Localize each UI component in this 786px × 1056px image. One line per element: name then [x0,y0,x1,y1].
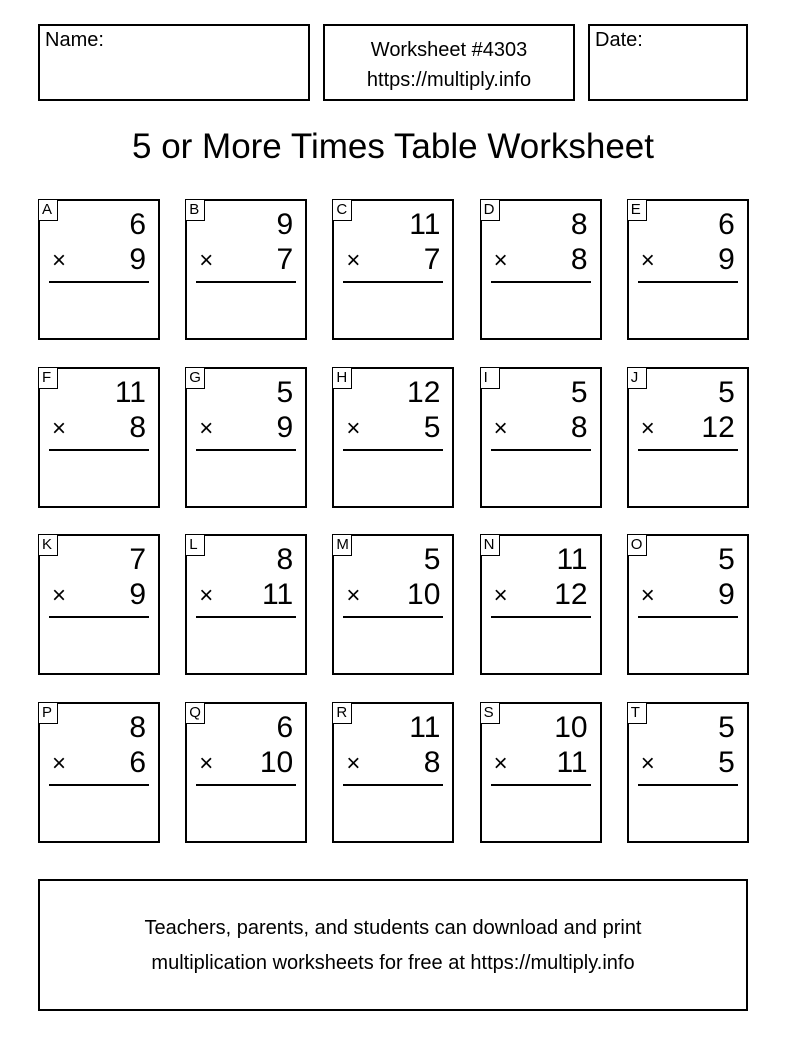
times-sign: × [640,247,655,274]
times-sign: × [199,749,214,777]
name-label: Name: [45,29,104,51]
answer-line [49,784,149,786]
problem-cell [185,702,307,843]
worksheet-info-box [323,24,575,101]
multiplier: 6 [129,745,146,779]
answer-line [638,449,738,451]
answer-line [638,281,738,283]
answer-line [491,281,591,283]
multiplicand: 10 [554,710,588,744]
multiplier: 9 [718,578,735,611]
answer-line [638,784,738,786]
problem-letter: Q [185,702,205,724]
multiplier: 7 [423,243,441,276]
answer-line [343,281,443,283]
multiplicand: 11 [409,208,441,241]
multiplicand: 11 [409,710,441,744]
multiplicand: 6 [129,208,146,241]
times-sign: × [346,749,361,777]
footer-box [38,879,748,1011]
page-title: 5 or More Times Table Worksheet [132,127,654,166]
problem-grid [38,199,749,843]
footer-line-2: multiplication worksheets for free at https://multiply.info [151,952,635,974]
answer-line [491,449,591,451]
multiplier: 12 [701,410,735,444]
multiplicand: 7 [129,543,146,576]
times-sign: × [493,749,508,777]
problem-letter: I [480,367,500,389]
problem-cell [185,534,307,675]
problem-cell [38,702,160,843]
problem-cell [185,367,307,508]
multiplicand: 5 [718,543,735,576]
name-field-box [38,24,310,101]
multiplier: 11 [262,578,294,611]
answer-line [196,616,296,618]
footer-line-1: Teachers, parents, and students can download and print [144,917,642,939]
problem-letter: R [332,702,352,724]
multiplicand: 6 [276,710,294,744]
times-sign: × [199,582,214,609]
problem-cell [332,534,454,675]
problem-cell [480,367,602,508]
multiplicand: 6 [718,208,735,241]
multiplicand: 8 [129,710,146,744]
problem-letter: P [38,702,58,724]
answer-line [491,784,591,786]
problem-letter: S [480,702,500,724]
problem-cell [332,702,454,843]
multiplicand: 5 [276,375,294,409]
problem-cell [38,367,160,508]
problem-cell [627,702,749,843]
problem-cell [38,534,160,675]
problem-letter: L [185,534,205,556]
problem-letter: O [627,534,647,556]
times-sign: × [640,582,655,609]
times-sign: × [493,247,508,274]
problem-letter: H [332,367,352,389]
times-sign: × [52,582,67,609]
problem-cell [332,367,454,508]
multiplicand: 8 [276,543,294,576]
multiplier: 8 [129,410,146,444]
problem-letter: E [627,199,647,221]
multiplicand: 5 [570,375,588,409]
problem-cell [332,199,454,340]
multiplier: 8 [570,243,588,276]
worksheet-number: Worksheet #4303 [370,39,528,61]
answer-line [49,449,149,451]
times-sign: × [52,414,67,442]
problem-cell [627,199,749,340]
answer-line [491,616,591,618]
times-sign: × [346,247,361,274]
multiplier: 5 [718,745,735,779]
problem-letter: J [627,367,647,389]
multiplicand: 11 [114,375,146,409]
multiplicand: 5 [423,543,441,576]
problem-letter: N [480,534,500,556]
problem-cell [38,199,160,340]
multiplicand: 12 [407,375,441,409]
answer-line [343,784,443,786]
answer-line [196,281,296,283]
multiplier: 10 [259,745,294,779]
worksheet-website: https://multiply.info [366,69,532,91]
times-sign: × [52,749,67,777]
problem-letter: K [38,534,58,556]
problem-letter: G [185,367,205,389]
times-sign: × [346,414,361,442]
problem-cell [185,199,307,340]
times-sign: × [52,247,67,274]
answer-line [343,616,443,618]
multiplier: 9 [276,410,294,444]
problem-letter: D [480,199,500,221]
problem-letter: A [38,199,58,221]
problem-letter: T [627,702,647,724]
times-sign: × [493,414,508,442]
times-sign: × [640,749,655,777]
problem-cell [627,367,749,508]
problem-cell [480,702,602,843]
multiplier: 8 [423,745,441,779]
answer-line [343,449,443,451]
date-field-box [588,24,748,101]
problem-letter: C [332,199,352,221]
answer-line [196,784,296,786]
problem-cell [480,199,602,340]
problem-cell [627,534,749,675]
times-sign: × [346,582,361,609]
multiplicand: 5 [718,710,735,744]
problem-letter: B [185,199,205,221]
times-sign: × [199,247,214,274]
problem-letter: F [38,367,58,389]
times-sign: × [199,414,214,442]
date-label: Date: [595,29,643,51]
multiplicand: 9 [276,208,294,241]
multiplier: 9 [718,243,735,276]
answer-line [49,281,149,283]
problem-letter: M [332,534,352,556]
answer-line [638,616,738,618]
multiplier: 7 [276,243,294,276]
times-sign: × [493,582,508,609]
multiplicand: 11 [556,543,588,576]
multiplier: 8 [570,410,588,444]
multiplier: 10 [407,578,441,611]
times-sign: × [640,414,655,442]
multiplier: 9 [129,243,146,276]
problem-cell [480,534,602,675]
multiplier: 11 [556,745,588,779]
multiplier: 9 [129,578,146,611]
multiplicand: 5 [718,375,735,409]
answer-line [49,616,149,618]
answer-line [196,449,296,451]
multiplier: 5 [423,410,441,444]
multiplier: 12 [554,578,588,611]
multiplicand: 8 [570,208,588,241]
